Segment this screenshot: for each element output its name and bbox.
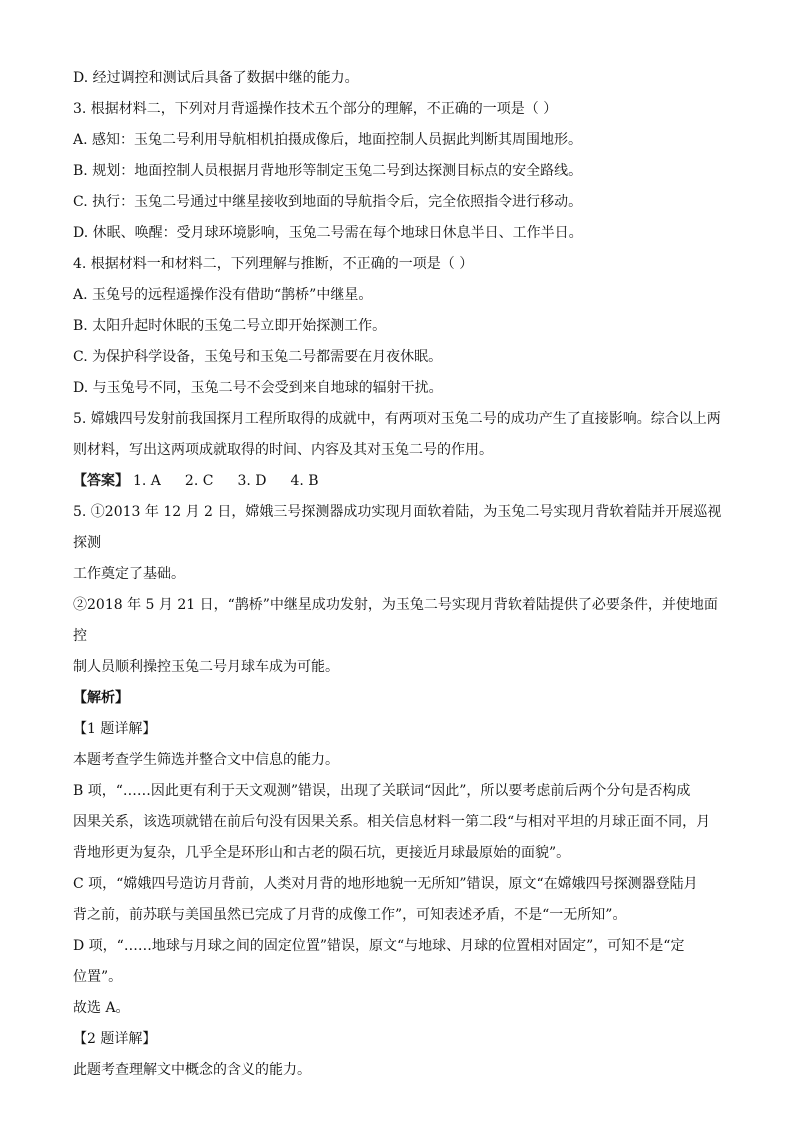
q4-stem: 4. 根据材料一和材料二，下列理解与推断，不正确的一项是（ ）	[73, 256, 474, 272]
analysis-tag: 【解析】	[73, 690, 129, 706]
q1-detail-title: 【1 题详解】	[73, 721, 157, 737]
q2-detail-title: 【2 题详解】	[73, 1031, 157, 1047]
q3-option-a: A. 感知：玉兔二号利用导航相机拍摄成像后，地面控制人员据此判断其周围地形。	[73, 132, 583, 148]
q2-option-d: D. 经过调控和测试后具备了数据中继的能力。	[73, 70, 359, 86]
answer-tag: 【答案】	[73, 473, 129, 489]
answer-item: 2. C	[184, 473, 214, 489]
answer-item: 1. A	[133, 473, 161, 489]
q1-intro: 本题考查学生筛选并整合文中信息的能力。	[73, 752, 339, 768]
answer-summary	[73, 466, 723, 497]
q1-c-line-1: C 项，“嫦娥四号造访月背前，人类对月背的地形地貌一无所知”错误，原文“在嫦娥四号探测器登陆月	[73, 876, 698, 892]
answer-q5-line-1: 5. ①2013 年 12 月 2 日，嫦娥三号探测器成功实现月面软着陆，为玉兔二号实现月背软着陆并开展巡视探测	[73, 504, 722, 551]
q4-option-b: B. 太阳升起时休眠的玉兔二号立即开始探测工作。	[73, 318, 387, 334]
q3-stem: 3. 根据材料二，下列对月背遥操作技术五个部分的理解，不正确的一项是（ ）	[73, 101, 558, 117]
q3-option-b: B. 规划：地面控制人员根据月背地形等制定玉兔二号到达探测目标点的安全路线。	[73, 163, 583, 179]
q5-stem-line-2: 则材料，写出这两项成就取得的时间、内容及其对玉兔二号的作用。	[73, 442, 493, 458]
q1-d-line-1: D 项，“……地球与月球之间的固定位置”错误，原文“与地球、月球的位置相对固定”，可知不是“定	[73, 938, 685, 954]
document-body	[73, 63, 723, 1086]
q1-conclusion: 故选 A。	[73, 1000, 130, 1016]
q1-b-line-3: 背地形更为复杂，几乎全是环形山和古老的陨石坑，更接近月球最原始的面貌”。	[73, 845, 571, 861]
answer-list	[133, 473, 343, 489]
q5-stem-line-1: 5. 嫦娥四号发射前我国探月工程所取得的成就中，有两项对玉兔二号的成功产生了直接影响。综合以上两	[73, 411, 721, 427]
answer-item: 3. D	[237, 473, 267, 489]
q1-c-line-2: 背之前，前苏联与美国虽然已完成了月背的成像工作”，可知表述矛盾，不是“一无所知”。	[73, 907, 627, 923]
answer-q5-line-2: 工作奠定了基础。	[73, 566, 185, 582]
q4-option-d: D. 与玉兔号不同，玉兔二号不会受到来自地球的辐射干扰。	[73, 380, 443, 396]
answer-q5-line-3: ②2018 年 5 月 21 日，“鹊桥”中继星成功发射，为玉兔二号实现月背软着陆提供了必要条件，并使地面控	[73, 597, 718, 644]
answer-q5-line-4: 制人员顺利操控玉兔二号月球车成为可能。	[73, 659, 339, 675]
q4-option-c: C. 为保护科学设备，玉兔号和玉兔二号都需要在月夜休眠。	[73, 349, 443, 365]
q1-b-line-1: B 项，“……因此更有利于天文观测”错误，出现了关联词“因此”，所以要考虑前后两个分句是否构成	[73, 783, 691, 799]
q2-intro: 此题考查理解文中概念的含义的能力。	[73, 1062, 311, 1078]
q3-option-d: D. 休眠、唤醒：受月球环境影响，玉兔二号需在每个地球日休息半日、工作半日。	[73, 225, 583, 241]
q3-option-c: C. 执行：玉兔二号通过中继星接收到地面的导航指令后，完全依照指令进行移动。	[73, 194, 583, 210]
q1-d-line-2: 位置”。	[73, 969, 123, 985]
answer-item: 4. B	[290, 473, 319, 489]
q4-option-a: A. 玉兔号的远程遥操作没有借助“鹊桥”中继星。	[73, 287, 373, 303]
q1-b-line-2: 因果关系，该选项就错在前后句没有因果关系。相关信息材料一第二段“与相对平坦的月球正面不同，月	[73, 814, 711, 830]
